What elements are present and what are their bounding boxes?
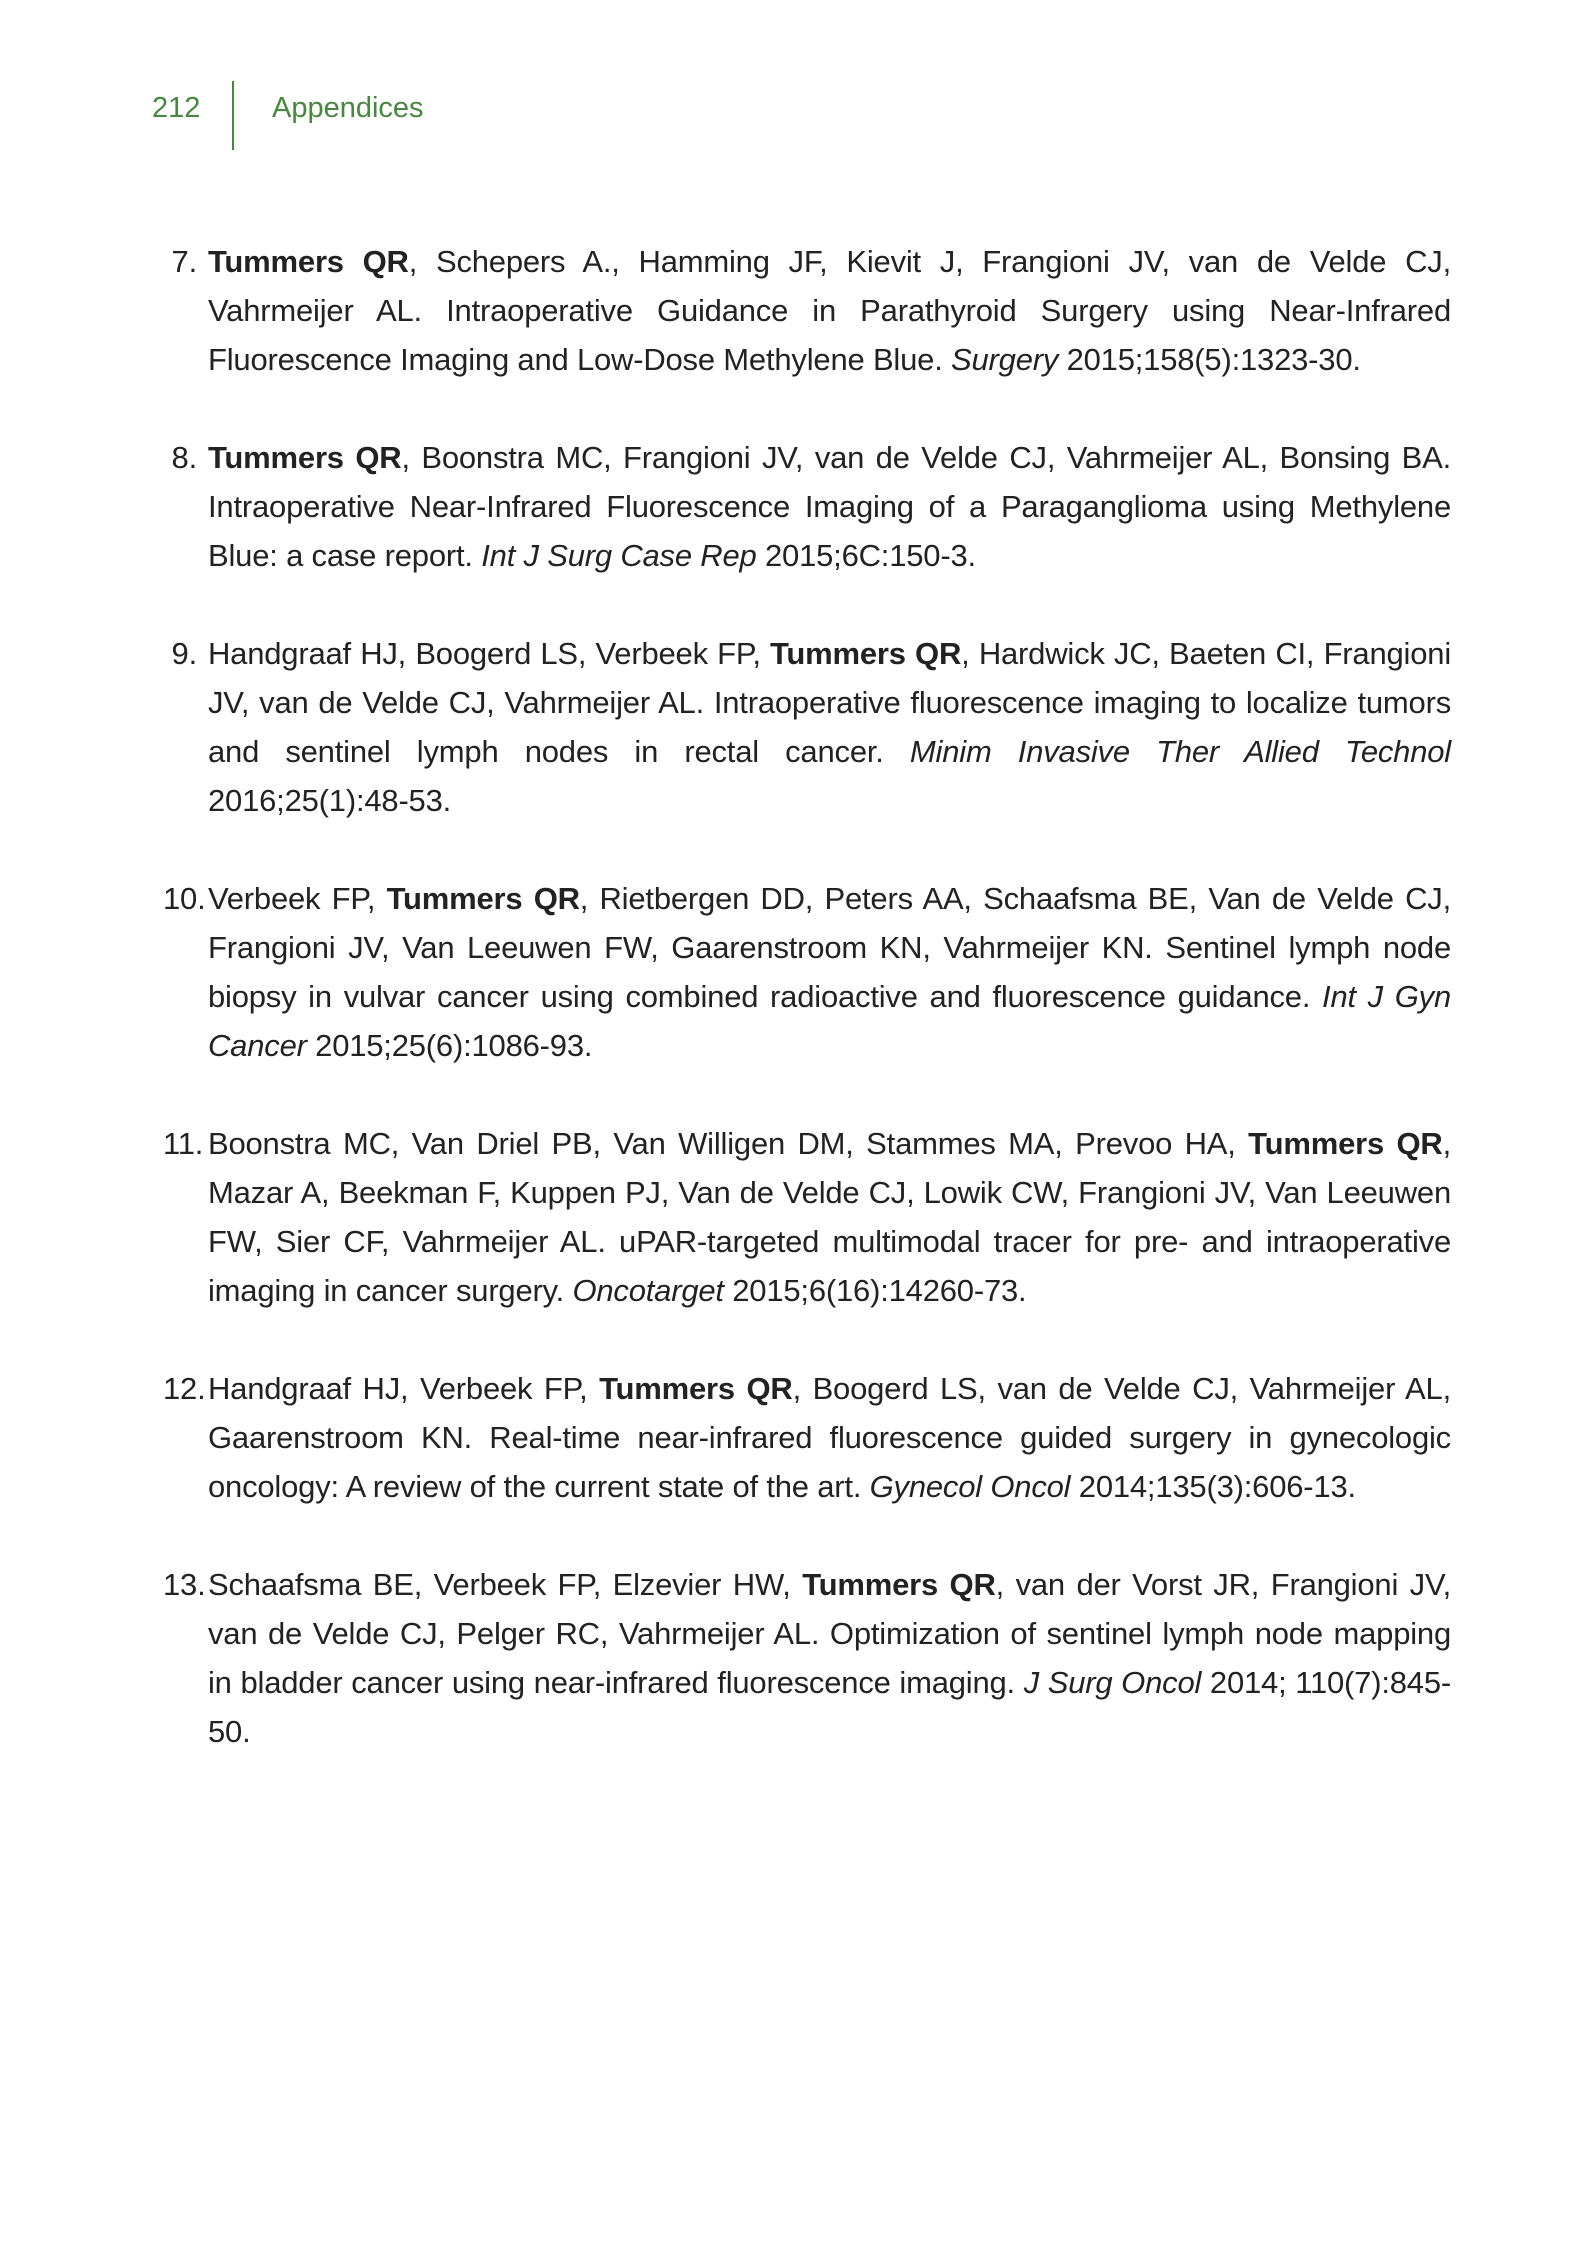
reference-segment: Verbeek FP, bbox=[208, 881, 387, 916]
reference-number: 7. bbox=[171, 244, 197, 279]
journal-name: Int J Gyn Cancer bbox=[208, 979, 1452, 1063]
reference-item bbox=[163, 629, 1451, 825]
reference-segment: , Hardwick JC, Baeten CI, Frangioni JV, van de Velde CJ, Vahrmeijer AL. Intraoperative fluorescence imaging to localize tumors and sentinel lymph nodes in rectal cancer. bbox=[208, 636, 1452, 769]
reference-segment: Schaafsma BE, Verbeek FP, Elzevier HW, bbox=[208, 1567, 803, 1602]
author-highlight: Tummers QR bbox=[769, 636, 962, 671]
reference-text bbox=[208, 1560, 1451, 1756]
author-highlight: Tummers QR bbox=[386, 881, 580, 916]
reference-text bbox=[208, 433, 1451, 580]
author-highlight: Tummers QR bbox=[208, 244, 409, 279]
reference-segment: , Mazar A, Beekman F, Kuppen PJ, Van de Velde CJ, Lowik CW, Frangioni JV, Van Leeuwen FW, Sier CF, Vahrmeijer AL. uPAR-targeted multimodal tracer for pre- and intraoperative imaging in cancer surgery. bbox=[208, 1126, 1452, 1308]
reference-item bbox=[163, 1560, 1451, 1756]
author-highlight: Tummers QR bbox=[1248, 1126, 1443, 1161]
reference-segment: Boonstra MC, Van Driel PB, Van Willigen DM, Stammes MA, Prevoo HA, bbox=[208, 1126, 1249, 1161]
section-title: Appendices bbox=[272, 92, 424, 124]
reference-text bbox=[208, 237, 1451, 384]
reference-segment: Handgraaf HJ, Verbeek FP, bbox=[208, 1371, 600, 1406]
reference-segment: , van der Vorst JR, Frangioni JV, van de Velde CJ, Pelger RC, Vahrmeijer AL. Optimization of sentinel lymph node mapping in bladder cancer using near-infrared fluorescence imaging. bbox=[208, 1567, 1451, 1700]
reference-segment: , Schepers A., Hamming JF, Kievit J, Frangioni JV, van de Velde CJ, Vahrmeijer AL. Intraoperative Guidance in Parathyroid Surgery using Near-Infrared Fluorescence Imaging and Low-Dose Methylene Blue. bbox=[208, 244, 1451, 377]
reference-item bbox=[163, 874, 1451, 1070]
reference-number: 9. bbox=[171, 636, 197, 671]
reference-segment: 2015;6(16):14260-73. bbox=[723, 1273, 1027, 1308]
reference-number: 10. bbox=[163, 881, 206, 916]
journal-name: J Surg Oncol bbox=[1023, 1665, 1202, 1700]
reference-item bbox=[163, 433, 1451, 580]
reference-segment: 2014;135(3):606-13. bbox=[1070, 1469, 1356, 1504]
page-number: 212 bbox=[152, 92, 201, 124]
reference-text bbox=[208, 874, 1451, 1070]
journal-name: Gynecol Oncol bbox=[869, 1469, 1071, 1504]
reference-segment: , Rietbergen DD, Peters AA, Schaafsma BE, Van de Velde CJ, Frangioni JV, Van Leeuwen FW, Gaarenstroom KN, Vahrmeijer KN. Sentinel lymph node biopsy in vulvar cancer using combined radioactive and fluorescence guidance. bbox=[208, 881, 1452, 1014]
reference-number: 13. bbox=[163, 1567, 206, 1602]
reference-item bbox=[163, 237, 1451, 384]
reference-number: 12. bbox=[163, 1371, 206, 1406]
reference-segment: 2014; 110(7):845-50. bbox=[208, 1665, 1451, 1749]
references-list bbox=[163, 237, 1451, 1805]
journal-name: Oncotarget bbox=[572, 1273, 724, 1308]
reference-number: 8. bbox=[171, 440, 197, 475]
reference-segment: Handgraaf HJ, Boogerd LS, Verbeek FP, bbox=[208, 636, 770, 671]
journal-name: Minim Invasive Ther Allied Technol bbox=[909, 734, 1451, 769]
reference-text bbox=[208, 1119, 1451, 1315]
author-highlight: Tummers QR bbox=[599, 1371, 793, 1406]
reference-segment: 2015;25(6):1086-93. bbox=[306, 1028, 593, 1063]
header-divider-rule bbox=[232, 81, 234, 150]
journal-name: Surgery bbox=[951, 342, 1059, 377]
reference-number: 11. bbox=[163, 1126, 204, 1161]
reference-segment: , Boogerd LS, van de Velde CJ, Vahrmeijer AL, Gaarenstroom KN. Real-time near-infrared fluorescence guided surgery in gynecologic oncology: A review of the current state of the art. bbox=[208, 1371, 1451, 1504]
reference-segment: 2015;6C:150-3. bbox=[756, 538, 976, 573]
reference-segment: , Boonstra MC, Frangioni JV, van de Velde CJ, Vahrmeijer AL, Bonsing BA. Intraoperative Near-Infrared Fluorescence Imaging of a Paraganglioma using Methylene Blue: a case report. bbox=[208, 440, 1452, 573]
author-highlight: Tummers QR bbox=[802, 1567, 996, 1602]
reference-text bbox=[208, 1364, 1451, 1511]
reference-item bbox=[163, 1364, 1451, 1511]
reference-segment: 2015;158(5):1323-30. bbox=[1058, 342, 1361, 377]
author-highlight: Tummers QR bbox=[208, 440, 402, 475]
reference-item bbox=[163, 1119, 1451, 1315]
reference-segment: 2016;25(1):48-53. bbox=[208, 783, 452, 818]
reference-text bbox=[208, 629, 1451, 825]
journal-name: Int J Surg Case Rep bbox=[481, 538, 757, 573]
